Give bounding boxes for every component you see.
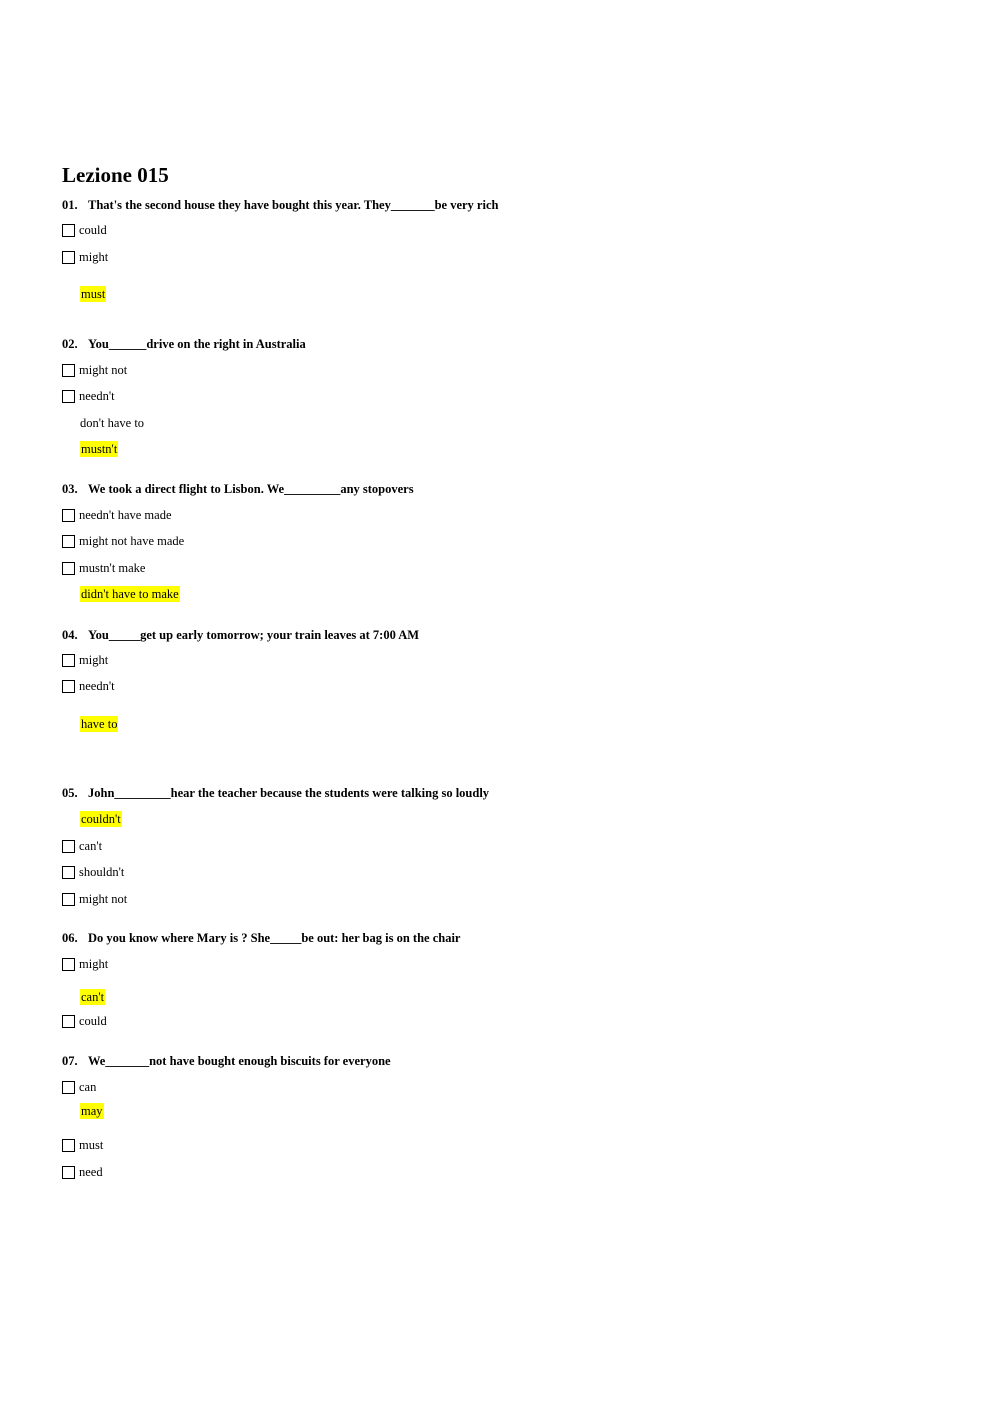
question-number: 03.: [62, 482, 78, 496]
answer-label-highlighted: have to: [81, 717, 118, 731]
answer-option[interactable]: [62, 1164, 103, 1180]
checkbox[interactable]: [62, 1139, 75, 1152]
answer-option[interactable]: [62, 1013, 107, 1029]
question-07-prompt: [62, 1053, 391, 1069]
answer-label-highlighted: mustn't: [81, 442, 118, 456]
answer-label: can't: [79, 839, 103, 853]
answer-option[interactable]: [62, 222, 107, 238]
answer-label: needn't have made: [79, 508, 172, 522]
answer-label-highlighted: may: [81, 1104, 103, 1118]
checkbox[interactable]: [62, 562, 75, 575]
question-06-prompt: [62, 930, 460, 946]
answer-label-highlighted: couldn't: [81, 812, 121, 826]
checkbox[interactable]: [62, 893, 75, 906]
answer-option-correct[interactable]: [62, 1103, 104, 1119]
question-number: 05.: [62, 786, 78, 800]
answer-label: could: [79, 223, 107, 237]
answer-option-correct[interactable]: [62, 286, 106, 302]
answer-option[interactable]: [62, 415, 144, 431]
answer-label: shouldn't: [79, 865, 125, 879]
answer-option[interactable]: [62, 507, 172, 523]
answer-option[interactable]: [62, 838, 102, 854]
checkbox[interactable]: [62, 390, 75, 403]
answer-label: might: [79, 250, 109, 264]
answer-option[interactable]: [62, 891, 127, 907]
answer-label: must: [79, 1138, 104, 1152]
answer-label-highlighted: didn't have to make: [81, 587, 179, 601]
answer-option-correct[interactable]: [62, 441, 118, 457]
answer-label: might: [79, 957, 109, 971]
answer-label: might not: [79, 892, 128, 906]
answer-option[interactable]: [62, 678, 115, 694]
answer-label: need: [79, 1165, 103, 1179]
question-01-prompt: [62, 197, 498, 213]
answer-label: don't have to: [80, 416, 145, 430]
answer-option[interactable]: [62, 1079, 96, 1095]
answer-label-highlighted: must: [81, 287, 106, 301]
checkbox[interactable]: [62, 509, 75, 522]
question-02-prompt: [62, 336, 306, 352]
answer-label-highlighted: can't: [81, 990, 105, 1004]
answer-option[interactable]: [62, 1137, 103, 1153]
question-number: 01.: [62, 198, 78, 212]
answer-label: might not: [79, 363, 128, 377]
question-text: We_______not have bought enough biscuits for everyone: [88, 1054, 391, 1068]
answer-option[interactable]: [62, 652, 108, 668]
question-05-prompt: [62, 785, 489, 801]
checkbox[interactable]: [62, 1081, 75, 1094]
question-number: 07.: [62, 1054, 78, 1068]
question-03-prompt: [62, 481, 414, 497]
answer-label: can: [79, 1080, 97, 1094]
checkbox[interactable]: [62, 224, 75, 237]
checkbox[interactable]: [62, 364, 75, 377]
checkbox[interactable]: [62, 251, 75, 264]
answer-option[interactable]: [62, 362, 127, 378]
answer-option-correct[interactable]: [62, 989, 105, 1005]
question-text: You_____get up early tomorrow; your train leaves at 7:00 AM: [88, 628, 420, 642]
checkbox[interactable]: [62, 958, 75, 971]
checkbox[interactable]: [62, 866, 75, 879]
answer-label: could: [79, 1014, 107, 1028]
checkbox[interactable]: [62, 1015, 75, 1028]
checkbox[interactable]: [62, 840, 75, 853]
answer-label: needn't: [79, 679, 115, 693]
question-number: 02.: [62, 337, 78, 351]
answer-option[interactable]: [62, 864, 124, 880]
question-text: You______drive on the right in Australia: [88, 337, 306, 351]
answer-option[interactable]: [62, 956, 108, 972]
question-text: Do you know where Mary is ? She_____be out: her bag is on the chair: [88, 931, 461, 945]
checkbox[interactable]: [62, 535, 75, 548]
answer-option[interactable]: [62, 533, 184, 549]
question-number: 06.: [62, 931, 78, 945]
question-text: John_________hear the teacher because the students were talking so loudly: [88, 786, 490, 800]
answer-option[interactable]: [62, 560, 145, 576]
checkbox[interactable]: [62, 1166, 75, 1179]
page-title: Lezione 015: [62, 163, 169, 187]
answer-label: might: [79, 653, 109, 667]
answer-option-correct[interactable]: [62, 716, 118, 732]
question-number: 04.: [62, 628, 78, 642]
question-04-prompt: [62, 627, 419, 643]
answer-label: needn't: [79, 389, 115, 403]
answer-option-correct[interactable]: [62, 586, 180, 602]
checkbox[interactable]: [62, 680, 75, 693]
answer-option[interactable]: [62, 388, 115, 404]
answer-label: might not have made: [79, 534, 185, 548]
question-text: That's the second house they have bought this year. They_______be very rich: [88, 198, 499, 212]
answer-option-correct[interactable]: [62, 811, 122, 827]
answer-option[interactable]: [62, 249, 108, 265]
answer-label: mustn't make: [79, 561, 146, 575]
question-text: We took a direct flight to Lisbon. We_________any stopovers: [88, 482, 414, 496]
checkbox[interactable]: [62, 654, 75, 667]
